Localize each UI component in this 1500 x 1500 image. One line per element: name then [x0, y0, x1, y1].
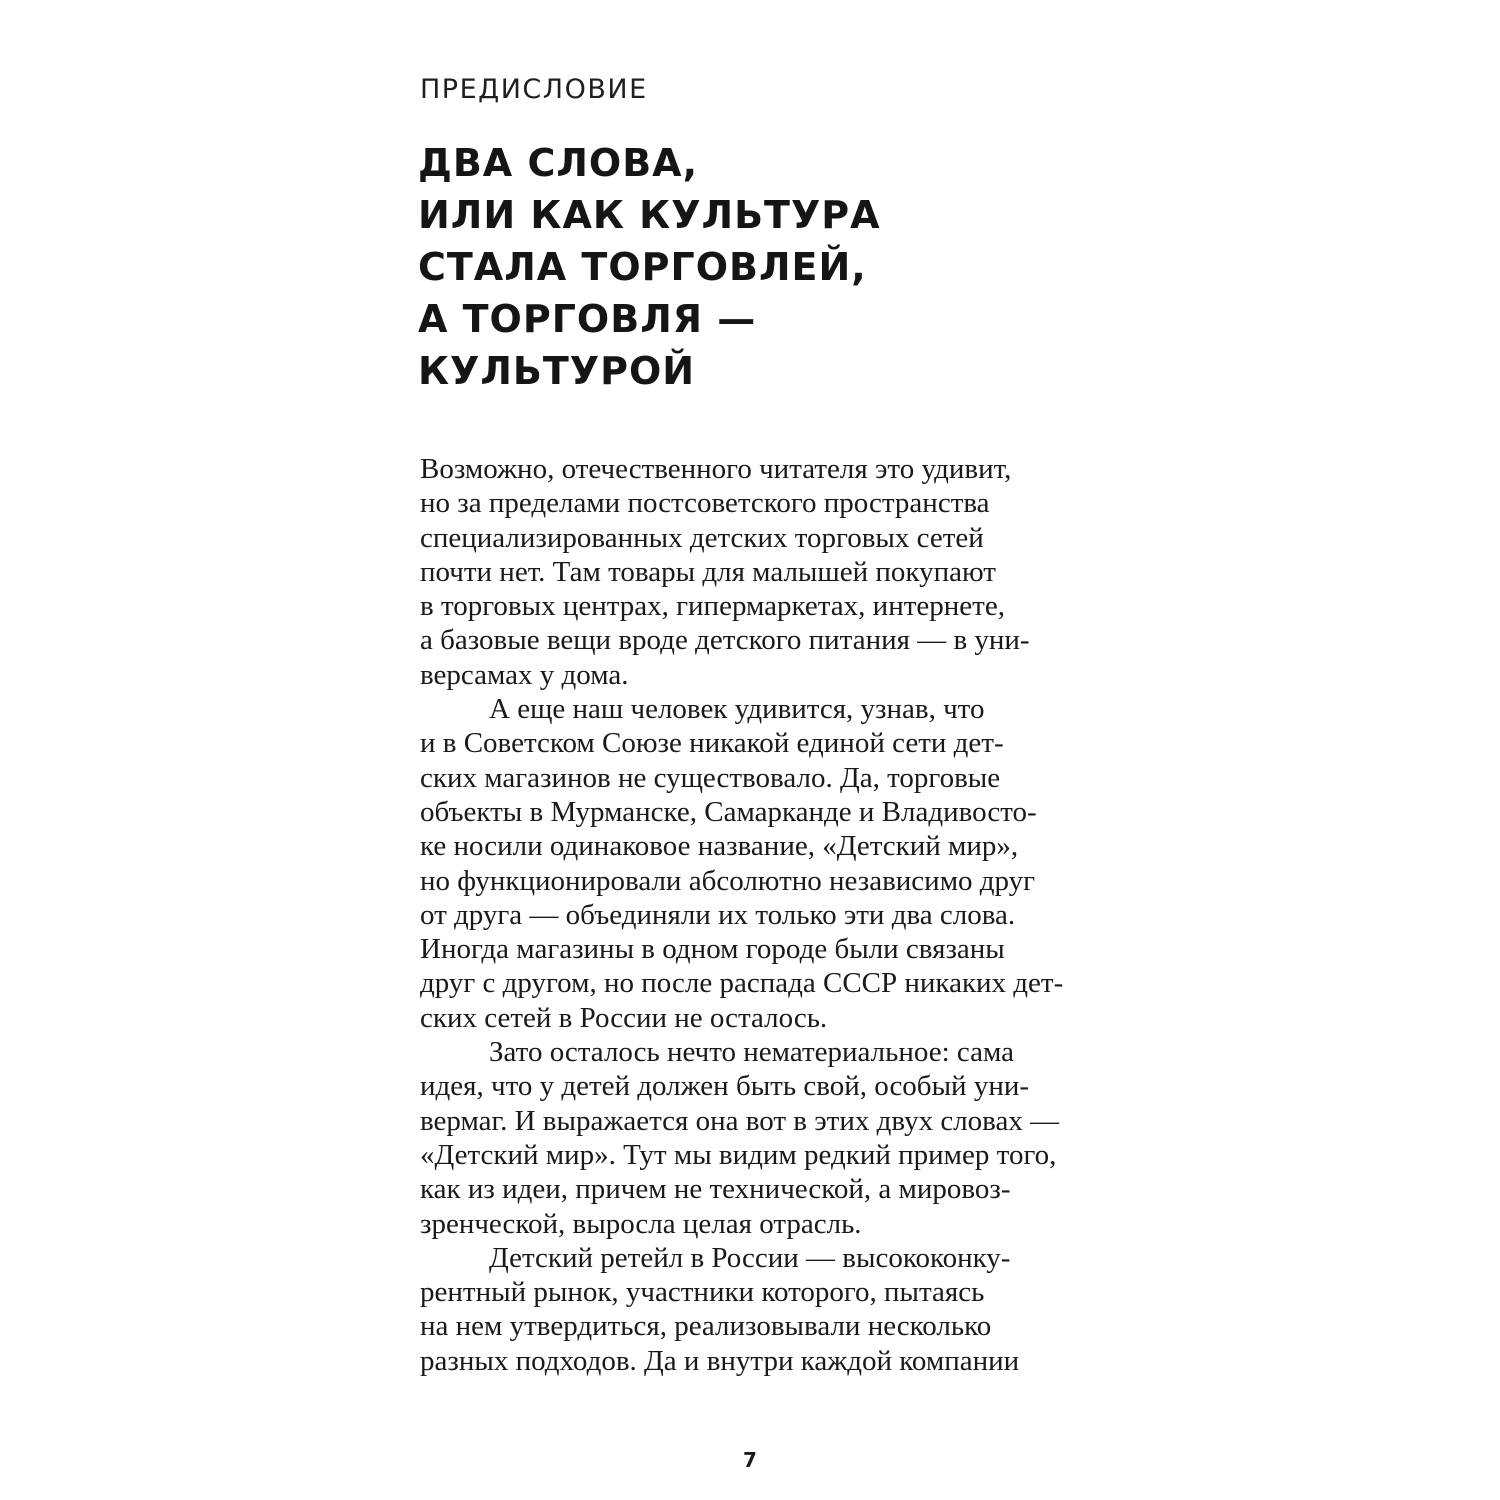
- text-line: вермаг. И выражается она вот в этих двух словах —: [420, 1104, 1060, 1137]
- text-line: идея, что у детей должен быть свой, особый уни-: [420, 1070, 1030, 1103]
- text-line: объекты в Мурманске, Самарканде и Владивосто-: [420, 795, 1037, 828]
- text-line: рентный рынок, участники которого, пытаясь: [420, 1276, 985, 1309]
- text-line: специализированных детских торговых сетей: [420, 521, 984, 554]
- text-line: ских сетей в России не осталось.: [420, 1001, 828, 1034]
- chapter-title-line: ИЛИ КАК КУЛЬТУРА: [418, 193, 881, 237]
- text-line: на нем утвердиться, реализовывали несколько: [420, 1310, 992, 1343]
- text-line: а базовые вещи вроде детского питания — в уни-: [420, 624, 1030, 657]
- text-line: но за пределами постсоветского пространства: [420, 487, 990, 520]
- text-line: Иногда магазины в одном городе были связаны: [420, 933, 1005, 966]
- text-line: А еще наш человек удивится, узнав, что: [489, 693, 985, 726]
- text-line: ке носили одинаковое название, «Детский мир»,: [420, 830, 1019, 863]
- text-line: разных подходов. Да и внутри каждой компании: [420, 1344, 1020, 1377]
- chapter-title-line: КУЛЬТУРОЙ: [418, 349, 696, 393]
- text-line: друг с другом, но после распада СССР никаких дет-: [420, 967, 1064, 1000]
- text-line: но функционировали абсолютно независимо друг: [420, 864, 1036, 897]
- text-line: Возможно, отечественного читателя это удивит,: [420, 453, 1012, 485]
- text-line: как из идеи, причем не технической, а мировоз-: [420, 1173, 1011, 1206]
- text-line: версамах у дома.: [420, 658, 629, 691]
- text-line: и в Советском Союзе никакой единой сети дет-: [420, 727, 1004, 760]
- chapter-title: [418, 137, 938, 397]
- text-line: от друга — объединяли их только эти два слова.: [420, 898, 1016, 931]
- text-line: зренческой, выросла целая отрасль.: [420, 1207, 862, 1240]
- chapter-title-line: А ТОРГОВЛЯ —: [418, 297, 757, 341]
- chapter-title-line: СТАЛА ТОРГОВЛЕЙ,: [418, 245, 867, 289]
- text-line: Зато осталось нечто нематериальное: сама: [489, 1036, 1015, 1069]
- text-line: Детский ретейл в России — высококонку-: [489, 1241, 1011, 1274]
- text-line: в торговых центрах, гипермаркетах, интернете,: [420, 590, 1005, 623]
- page-number: 7: [743, 1448, 757, 1472]
- text-line: ских магазинов не существовало. Да, торговые: [420, 761, 1001, 794]
- chapter-title-line: ДВА СЛОВА,: [418, 141, 699, 185]
- text-line: почти нет. Там товары для малышей покупают: [420, 555, 996, 588]
- body-text: [420, 452, 1180, 1378]
- section-label: ПРЕДИСЛОВИЕ: [420, 74, 648, 105]
- text-line: «Детский мир». Тут мы видим редкий пример того,: [420, 1138, 1057, 1171]
